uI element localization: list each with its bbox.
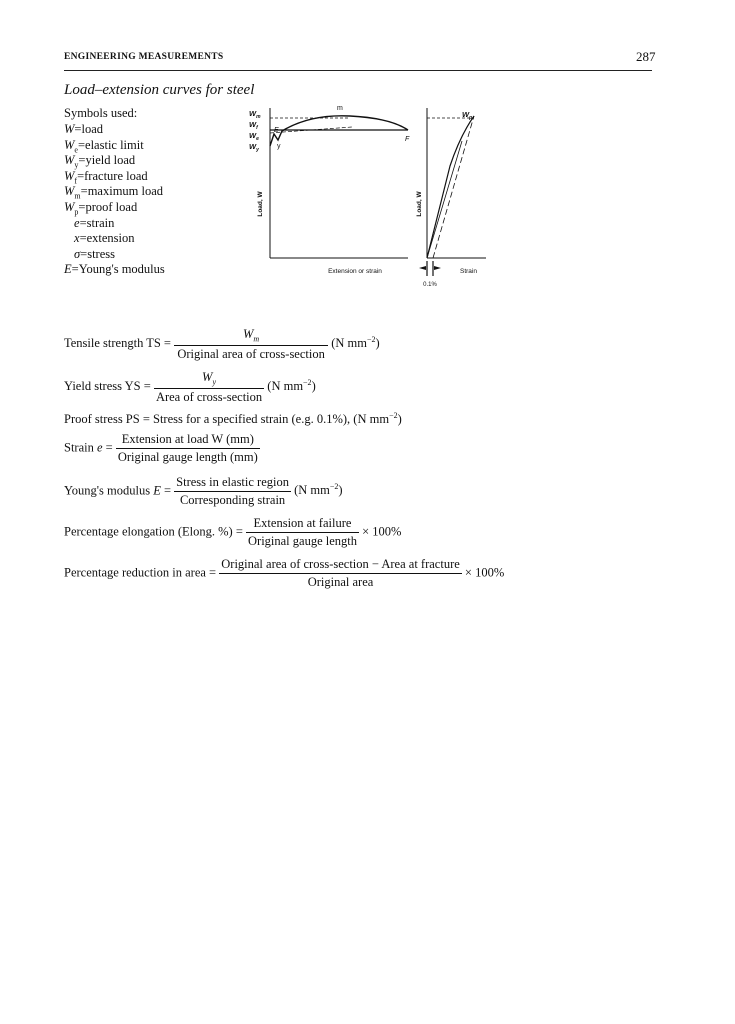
symbols-heading: Symbols used: xyxy=(64,106,138,120)
tensile-den: Original area of cross-section xyxy=(177,346,325,361)
tick-we: $W_e$ xyxy=(249,131,259,142)
reduction-fraction xyxy=(219,557,462,590)
elongation-tail: × 100% xyxy=(362,524,402,539)
symbol-item: $W_f=fracture$ load xyxy=(64,168,148,186)
tensile-unit: (N $mm^{-2}$) xyxy=(331,334,380,351)
formula-yield xyxy=(64,370,316,405)
strain-fraction xyxy=(116,432,260,465)
formula-elongation: Percentage elongation (Elong. %) = $\frac{\text{Extension at failure}}{\text{Original gauge length}}$ × 100% xyxy=(64,516,402,548)
point-m: m xyxy=(337,105,343,112)
symbol-item: σ=stress xyxy=(74,246,115,261)
running-title: ENGINEERING MEASUREMENTS xyxy=(64,52,224,62)
yield-fraction xyxy=(154,370,264,405)
youngs-num: Stress in elastic region xyxy=(174,475,291,492)
offset-label: 0.1% xyxy=(423,282,437,288)
point-y: y xyxy=(277,143,281,150)
symbol-item: x=extension xyxy=(74,231,135,246)
tick-wy: $W_y$ xyxy=(249,142,259,153)
tick-wm: $W_m$ xyxy=(249,109,261,120)
reduction-tail: × 100% xyxy=(464,565,505,580)
right-wp-label: $W_p$ xyxy=(462,110,473,121)
symbol-item: $W_p=proof$ load xyxy=(64,200,138,217)
formula-youngs: Young's modulus E = $\frac{\text{Stress in elastic region}}{\text{Corresponding strain}}$ (N $mm^{-2}$) xyxy=(64,475,343,507)
elongation-num: Extension at failure xyxy=(246,516,359,533)
load-extension-diagram xyxy=(240,96,500,296)
strain-num: Extension at load W (mm) xyxy=(116,432,260,449)
tensile-fraction xyxy=(174,327,328,362)
strain-den: Original gauge length (mm) xyxy=(117,450,258,464)
left-x-axis-label: Extension or strain xyxy=(328,268,382,275)
elongation-den: Original gauge length xyxy=(248,534,357,548)
symbol-item: e=strain xyxy=(74,215,115,230)
offset-line xyxy=(433,116,474,258)
yield-lhs: Yield stress YS = xyxy=(64,379,151,394)
header-rule xyxy=(64,70,652,71)
right-y-axis-label: Load, W xyxy=(416,191,423,217)
load-extension-curve xyxy=(270,116,408,146)
symbol-item: E=Young's modulus xyxy=(64,262,165,277)
section-title: Load–extension curves for steel xyxy=(64,82,255,98)
point-f: F xyxy=(405,136,410,143)
formula-reduction: Percentage reduction in area = $\frac{\text{Original area of cross-section − Area at fracture}}{\text{Original area}}$ × 100% xyxy=(64,557,505,589)
left-y-axis-label: Load, W xyxy=(257,191,264,217)
right-x-axis-label: Strain xyxy=(460,268,477,275)
tick-wf: $W_f$ xyxy=(249,120,258,131)
tensile-num: $W_m$ xyxy=(174,327,328,346)
formula-tensile xyxy=(64,327,380,362)
elastic-line xyxy=(427,141,462,258)
yield-num: $W_y$ xyxy=(154,370,264,389)
symbol-item: $W_e=elastic$ limit xyxy=(64,137,144,155)
proof-curve xyxy=(427,116,474,258)
reduction-num: Original area of cross-section − Area at fracture xyxy=(219,557,462,574)
formula-strain: Strain e = $\frac{\text{Extension at load W (mm)}}{\text{Original gauge length (mm)}}$ xyxy=(64,432,258,464)
page-number: 287 xyxy=(636,49,656,64)
youngs-fraction xyxy=(174,475,291,508)
youngs-unit: (N $mm^{-2}$) xyxy=(294,482,343,498)
symbol-item: $W_m=maximum$ load xyxy=(64,184,164,201)
symbol-item: W=load xyxy=(64,122,103,136)
offset-arrow-right xyxy=(434,266,441,270)
point-e: E xyxy=(274,127,279,134)
elongation-fraction xyxy=(246,516,359,549)
tensile-lhs: Tensile strength TS = xyxy=(64,336,171,351)
offset-arrow-left xyxy=(419,266,426,270)
youngs-den: Corresponding strain xyxy=(179,493,286,507)
yield-unit: (N $mm^{-2}$) xyxy=(267,377,316,394)
symbol-item: $W_y=yield$ load xyxy=(64,153,136,170)
yield-den: Area of cross-section xyxy=(155,389,263,404)
formula-proof: Proof stress PS = Stress for a specified strain (e.g. 0.1%), (N $mm^{-2}$) xyxy=(64,411,402,427)
reduction-den: Original area xyxy=(307,575,374,589)
